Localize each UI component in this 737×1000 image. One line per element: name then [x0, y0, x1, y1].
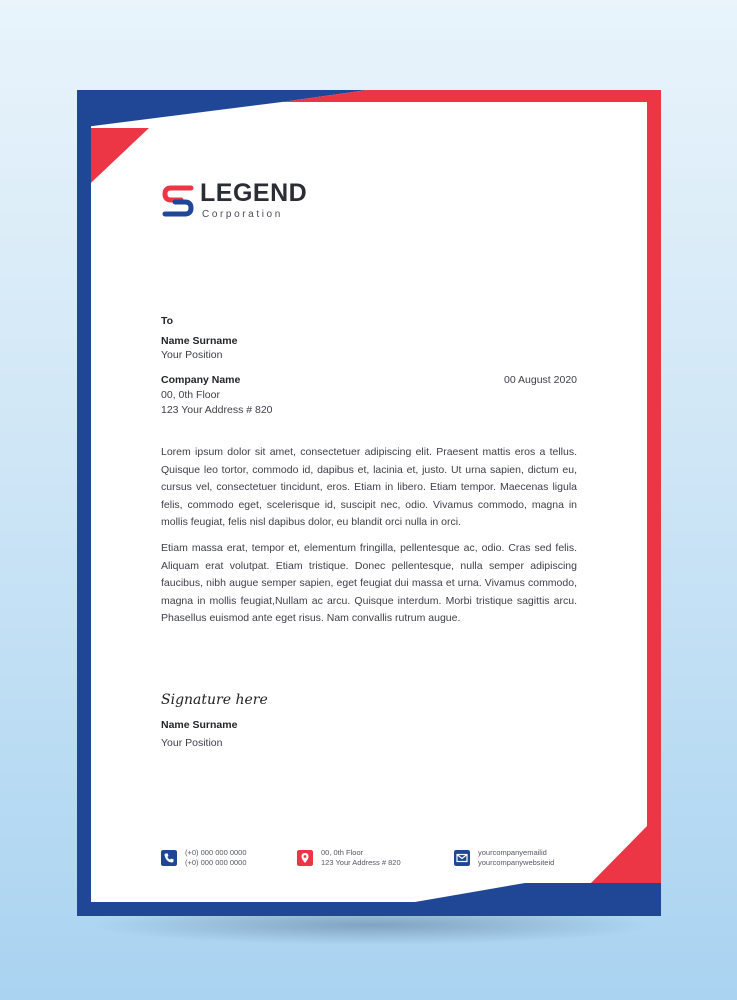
- address-line-2: 123 Your Address # 820: [321, 858, 401, 867]
- company-logo: [161, 179, 331, 223]
- signer-name: Name Surname: [161, 719, 238, 731]
- letterhead-page: [77, 90, 661, 916]
- footer-phone: [161, 848, 281, 870]
- logo-tagline: Corporation: [202, 209, 283, 220]
- company-address: 123 Your Address # 820: [161, 404, 273, 416]
- location-pin-icon: [297, 850, 313, 866]
- letter-date: 00 August 2020: [504, 374, 577, 386]
- signer-position: Your Position: [161, 737, 223, 749]
- body-paragraph-1: Lorem ipsum dolor sit amet, consectetuer adipiscing elit. Praesent mattis eros a tellus. Quisque leo tortor, commodo id, dapibus et, lacinia et, justo. Ut urna sapien, dictum eu, cursus vel, consectetuer tincidunt, eros. Etiam in libero. Etiam tempor. Maecenas ligula felis, commodo eget, scelerisque id, suscipit nec, odio. Vivamus commodo, magna in mollis feugiat, felis nisl dapibus dolor, eu blandit orci nulla in orci.: [161, 446, 577, 529]
- logo-name: LEGEND: [200, 179, 308, 207]
- recipient-name: Name Surname: [161, 335, 238, 347]
- phone-icon: [161, 850, 177, 866]
- signature: [159, 686, 269, 716]
- mail-icon: [454, 850, 470, 866]
- footer-address: [297, 848, 437, 870]
- address-line-1: 00, 0th Floor: [321, 848, 364, 857]
- email-line: yourcompanyemailid: [478, 848, 547, 857]
- body-paragraph-2: Etiam massa erat, tempor et, elementum fringilla, pellentesque ac, odio. Cras sed felis. Aliquam erat volutpat. Etiam tristique. Donec pellentesque, nulla semper adipiscing faucibus, nibh augue semper sapien, eget feugiat dui massa et urna. Vivamus commodo, magna in mollis feugiat,Nullam ac arcu. Quisque interdum. Morbi tristique sagittis arcu. Phasellus euismod ante eget risus. Nam convallis rutrum augue.: [161, 542, 577, 625]
- footer-web: [454, 848, 594, 870]
- website-line: yourcompanywebsiteid: [478, 858, 555, 867]
- s-monogram-icon: [161, 183, 195, 219]
- company-name: Company Name: [161, 374, 241, 386]
- signature-script: Signature here: [161, 692, 268, 708]
- to-label: To: [161, 315, 174, 327]
- phone-line-2: (+0) 000 000 0000: [185, 858, 247, 867]
- company-floor: 00, 0th Floor: [161, 389, 220, 401]
- recipient-position: Your Position: [161, 349, 223, 361]
- phone-line-1: (+0) 000 000 0000: [185, 848, 247, 857]
